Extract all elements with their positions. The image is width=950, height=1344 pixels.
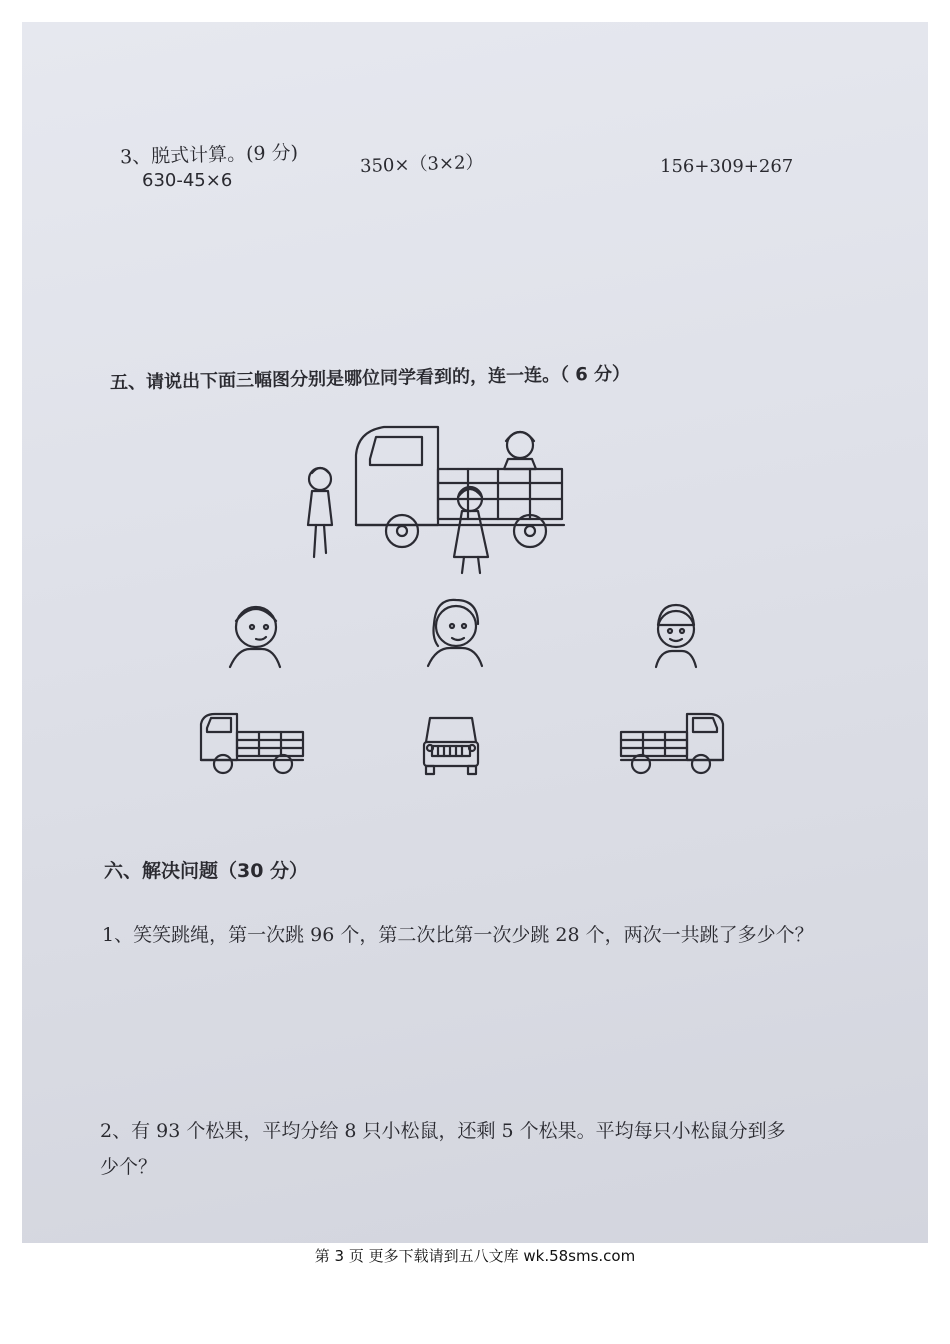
truck-view-front (420, 712, 482, 777)
question-2-line-2: 少个？ (100, 1156, 158, 1178)
girl-portrait (422, 594, 492, 669)
child-with-cap-portrait (642, 597, 712, 672)
truck-view-left (197, 710, 307, 775)
scanned-page (22, 22, 928, 1243)
section5-heading: 五、请说出下面三幅图分别是哪位同学看到的，连一连。（ 6 分） (109, 363, 631, 394)
problem-2: 350×（3×2） (359, 151, 484, 178)
problem-3: 156+309+267 (660, 156, 794, 177)
boy-portrait (222, 597, 292, 672)
problem-1: 630-45×6 (142, 170, 233, 191)
question-2-line-1: 2、有 93 个松果，平均分给 8 只小松鼠，还剩 5 个松果。平均每只小松鼠分到多 (100, 1120, 786, 1142)
section6-heading: 六、解决问题（30 分） (104, 860, 309, 882)
question-1: 1、笑笑跳绳，第一次跳 96 个，第二次比第一次少跳 28 个，两次一共跳了多少个？ (102, 924, 814, 946)
truck-view-right (617, 710, 727, 775)
truck-scene-illustration (292, 407, 592, 577)
section3-heading: 3、脱式计算。(9 分) (119, 141, 299, 169)
page-footer: 第 3 页 更多下载请到五八文库 wk.58sms.com (314, 1247, 636, 1265)
